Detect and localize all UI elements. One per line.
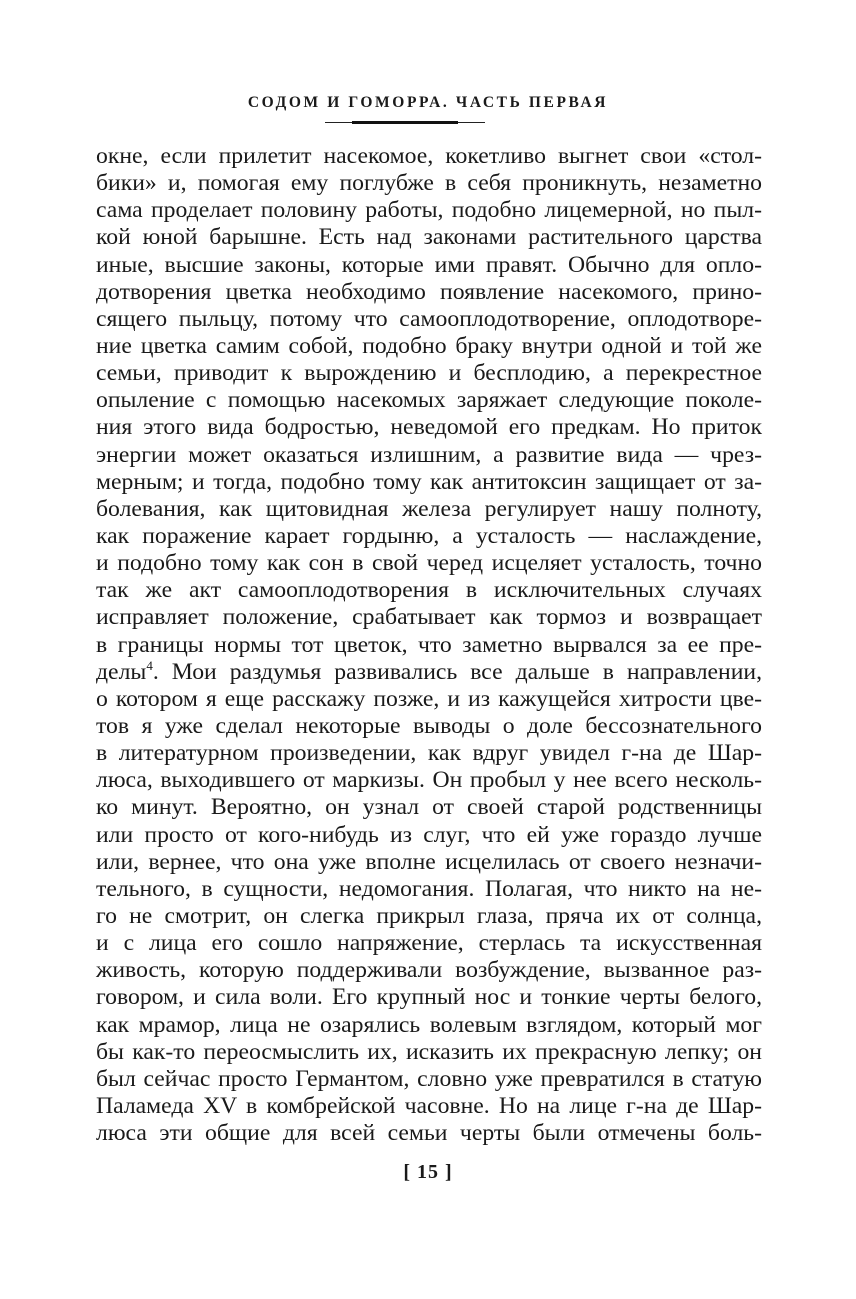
text-line: ние цветка самим собой, подобно браку внутри одной и той же (96, 332, 762, 359)
text-line: дотворения цветка необходимо появление насекомого, прино- (96, 278, 762, 305)
text-line: в границы нормы тот цветок, что заметно вырвался за ее пре- (96, 631, 762, 658)
text-line: люса, выходившего от маркизы. Он пробыл у нее всего несколь- (96, 767, 762, 794)
text-line: в литературном произведении, как вдруг увидел г-на де Шар- (96, 740, 762, 767)
text-line: болевания, как щитовидная железа регулирует нашу полноту, (96, 495, 762, 522)
text-line: окне, если прилетит насекомое, кокетливо выгнет свои «стол- (96, 143, 762, 169)
text-line: сящего пыльцу, потому что самооплодотворение, оплодотворе- (96, 305, 762, 332)
text-line: люса эти общие для всей семьи черты были отмечены боль- (96, 1120, 762, 1147)
text-line: как мрамор, лица не озарялись волевым взглядом, который мог (96, 1011, 762, 1038)
text-fragment: . Мои раздумья развивались все дальше в направлении, (152, 658, 762, 685)
text-line: ния этого вида бодростью, неведомой его предкам. Но приток (96, 414, 762, 441)
text-fragment: делы (96, 658, 147, 685)
text-line: ко минут. Вероятно, он узнал от своей старой родственницы (96, 794, 762, 821)
text-line: сама проделает половину работы, подобно лицемерной, но пыл- (96, 197, 762, 224)
text-line: и с лица его сошло напряжение, стерлась та искусственная (96, 930, 762, 957)
text-line: и подобно тому как сон в свой черед исцеляет усталость, точно (96, 550, 762, 577)
header-rule-accent (352, 121, 458, 124)
text-line: говором, и сила воли. Его крупный нос и тонкие черты белого, (96, 984, 762, 1011)
text-line: исправляет положение, срабатывает как тормоз и возвращает (96, 604, 762, 631)
text-line: бики» и, помогая ему поглубже в себя проникнуть, незаметно (96, 170, 762, 197)
text-line: тов я уже сделал некоторые выводы о доле бессознательного (96, 712, 762, 739)
text-line: живость, которую поддерживали возбуждение, вызванное раз- (96, 957, 762, 984)
text-line: Паламеда XV в комбрейской часовне. Но на лице г-на де Шар- (96, 1092, 762, 1119)
footnote-marker[interactable]: 4 (146, 657, 153, 673)
text-line: опыление с помощью насекомых заряжает следующие поколе- (96, 387, 762, 414)
running-title: СОДОМ И ГОМОРРА. ЧАСТЬ ПЕРВАЯ (247, 94, 609, 111)
text-line: семьи, приводит к вырождению и бесплодию, а перекрестное (96, 360, 762, 387)
text-line: бы как-то переосмыслить их, исказить их прекрасную лепку; он (96, 1038, 762, 1065)
text-line: или просто от кого-нибудь из слуг, что ей уже гораздо лучше (96, 821, 762, 848)
text-line: иные, высшие законы, которые ими правят. Обычно для опло- (96, 251, 762, 278)
text-line: был сейчас просто Германтом, словно уже превратился в статую (96, 1065, 762, 1092)
text-line: мерным; и тогда, подобно тому как антитоксин защищает от за- (96, 468, 762, 495)
text-line: так же акт самооплодотворения в исключительных случаях (96, 577, 762, 604)
text-line: как поражение карает гордыню, а усталость — наслаждение, (96, 522, 762, 549)
text-line-with-footnote (96, 659, 762, 686)
body-text (96, 143, 762, 1147)
text-line: кой юной барышне. Есть над законами растительного царства (96, 224, 762, 251)
text-line: тельного, в сущности, недомогания. Полагая, что никто на не- (96, 875, 762, 902)
text-line: энергии может оказаться излишним, а развитие вида — чрез- (96, 441, 762, 468)
page-number: [ 15 ] (403, 1161, 453, 1183)
text-line: или, вернее, что она уже вполне исцелилась от своего незначи- (96, 848, 762, 875)
text-line: го не смотрит, он слегка прикрыл глаза, пряча их от солнца, (96, 902, 762, 929)
text-line: о котором я еще расскажу позже, и из кажущейся хитрости цве- (96, 685, 762, 712)
